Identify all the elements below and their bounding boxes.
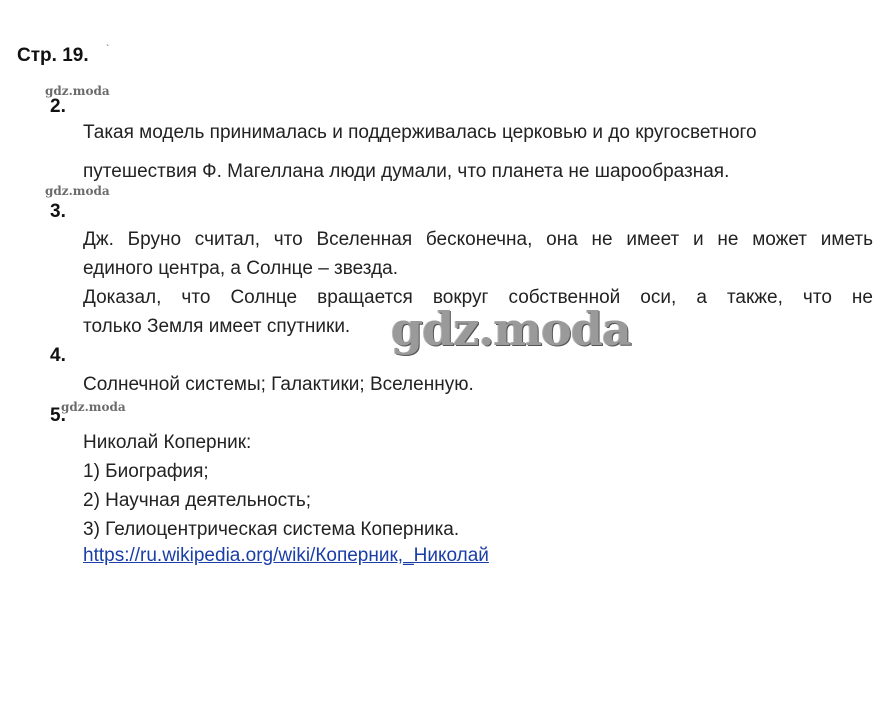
answer-3-line-2: единого центра, а Солнце – звезда. [83,258,399,279]
answer-number-3: 3. [50,201,66,222]
answer-number-2: 2. [50,96,66,117]
answer-3-line-3: Доказал, что Солнце вращается вокруг собственной оси, а также, что не [83,287,873,308]
page-title: Стр. 19. [17,45,89,66]
answer-5-line-3: 2) Научная деятельность; [83,490,312,511]
answer-number-4: 4. [50,345,66,366]
answer-3-line-1: Дж. Бруно считал, что Вселенная бесконечна, она не имеет и не может иметь [83,229,873,250]
watermark-large: gdz.moda [391,302,631,356]
answer-4-line-1: Солнечной системы; Галактики; Вселенную. [83,374,474,395]
watermark-small: gdz.moda [45,84,110,98]
answer-2-line-2: путешествия Ф. Магеллана люди думали, что планета не шарообразная. [83,161,730,182]
answer-5-line-1: Николай Коперник: [83,432,252,453]
title-tick-mark: ` [106,44,110,55]
answer-3-line-4: только Земля имеет спутники. [83,316,351,337]
answer-2-line-1: Такая модель принималась и поддерживалась церковью и до кругосветного [83,122,757,143]
answer-5-line-2: 1) Биография; [83,461,209,482]
answer-number-5: 5. [50,405,66,426]
wikipedia-link[interactable]: https://ru.wikipedia.org/wiki/Коперник,_Николай [83,545,489,566]
watermark-small: gdz.moda [61,400,126,414]
answer-5-line-4: 3) Гелиоцентрическая система Коперника. [83,519,460,540]
watermark-small: gdz.moda [45,184,110,198]
